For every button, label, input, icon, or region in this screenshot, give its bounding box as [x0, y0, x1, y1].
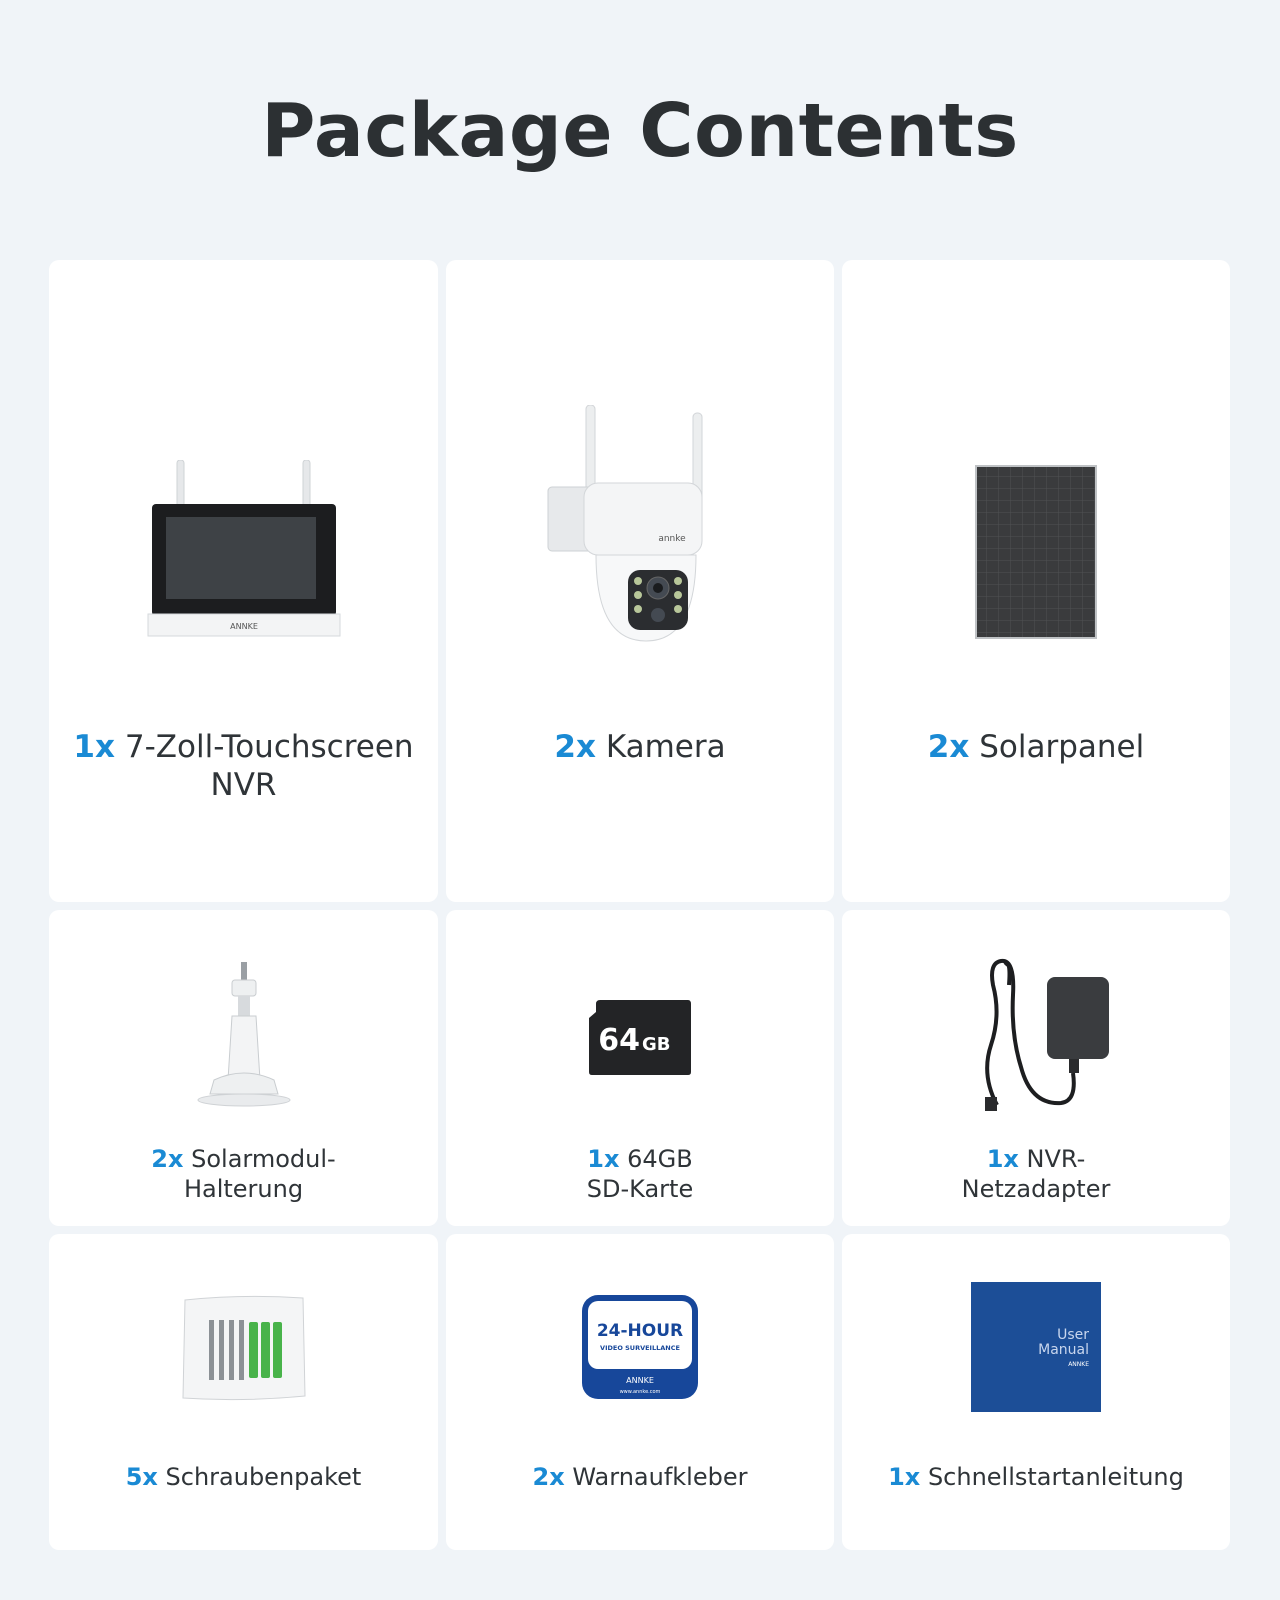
warning-sticker-icon: [446, 1294, 834, 1404]
power-adapter-icon: [842, 955, 1230, 1119]
item-label: 2x Kamera: [554, 729, 726, 765]
item-card-camera: [446, 260, 834, 902]
screw-pack-icon: [49, 1294, 438, 1406]
item-label: 2x Solarpanel: [927, 729, 1145, 765]
page-title: Package Contents: [261, 88, 1019, 174]
item-label: 1x 7-Zoll-Touchscreen NVR: [73, 729, 414, 803]
item-label: 5x Schraubenpaket: [125, 1463, 362, 1491]
item-card-solar-panel: [842, 260, 1230, 902]
item-label: 1x NVR- Netzadapter: [961, 1145, 1111, 1203]
solar-panel-icon: [842, 465, 1230, 643]
item-card-power-adapter: [842, 910, 1230, 1226]
item-card-manual: [842, 1234, 1230, 1550]
item-label: 1x 64GB SD-Karte: [586, 1145, 694, 1203]
camera-icon: [446, 405, 834, 659]
user-manual-icon: [842, 1282, 1230, 1416]
manual-title-2: Manual: [1038, 1342, 1089, 1358]
item-label: 2x Solarmodul- Halterung: [151, 1145, 336, 1203]
mount-bracket-icon: [49, 962, 438, 1116]
item-card-sd-card: [446, 910, 834, 1226]
item-label: 1x Schnellstartanleitung: [888, 1463, 1184, 1491]
sticker-headline: 24-HOUR: [596, 1321, 684, 1341]
sd-capacity-text: 64: [598, 1023, 640, 1058]
sticker-subline: VIDEO SURVEILLANCE: [600, 1344, 680, 1352]
manual-brand: ANNKE: [1068, 1361, 1089, 1368]
item-card-screws: [49, 1234, 438, 1550]
nvr-brand-text: ANNKE: [229, 622, 258, 631]
item-label: 2x Warnaufkleber: [532, 1463, 748, 1491]
nvr-monitor-icon: [49, 460, 438, 654]
camera-brand-text: annke: [658, 534, 686, 544]
sd-unit-text: GB: [642, 1034, 671, 1055]
sd-card-icon: [446, 998, 834, 1080]
sticker-brand: ANNKE: [626, 1376, 654, 1385]
manual-title-1: User: [1057, 1327, 1089, 1343]
sticker-url: www.annke.com: [619, 1389, 661, 1395]
item-card-sticker: [446, 1234, 834, 1550]
item-card-nvr: [49, 260, 438, 902]
item-card-mount: [49, 910, 438, 1226]
